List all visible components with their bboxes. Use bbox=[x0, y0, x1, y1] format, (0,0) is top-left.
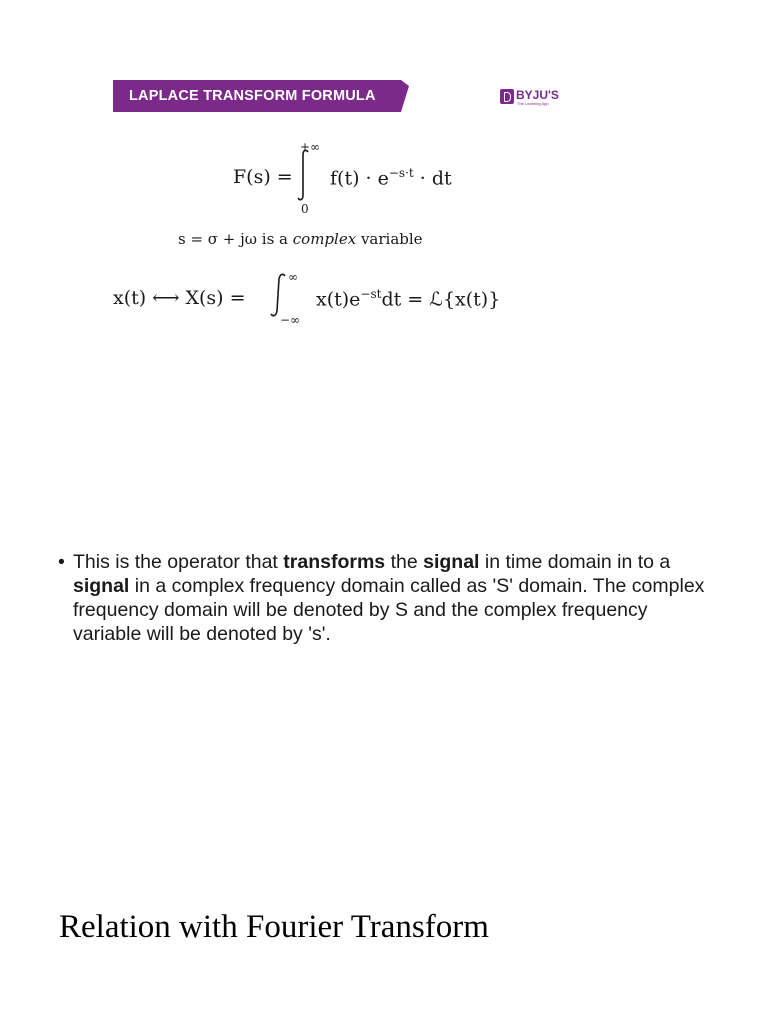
bullet-text-part: the bbox=[385, 551, 424, 573]
section-heading: Relation with Fourier Transform bbox=[59, 909, 489, 945]
formula2-suffix: variable bbox=[356, 230, 423, 248]
formula1-upper-limit: +∞ bbox=[300, 140, 321, 154]
formula2-prefix: s = σ + jω is a bbox=[178, 230, 293, 248]
banner-title: LAPLACE TRANSFORM FORMULA bbox=[129, 88, 376, 104]
formula2-emphasis: complex bbox=[292, 230, 357, 248]
formula3-lower-limit: −∞ bbox=[280, 313, 301, 327]
complex-variable-note bbox=[178, 230, 423, 248]
byjus-logo-icon bbox=[500, 89, 514, 104]
formula1-rhs-prefix: f(t) · e bbox=[330, 167, 389, 190]
formula1-lower-limit: 0 bbox=[301, 202, 309, 216]
formula-banner bbox=[113, 80, 409, 112]
bullet-text-part: This is the operator that bbox=[73, 551, 284, 573]
formula3-rhs-prefix: x(t)e bbox=[316, 288, 361, 311]
formula3-rhs bbox=[316, 287, 500, 310]
formula3-rhs-suffix: dt = ℒ{x(t)} bbox=[381, 288, 501, 311]
integral-sign-icon bbox=[295, 148, 311, 202]
bullet-icon: • bbox=[58, 551, 65, 573]
formula1-lhs: F(s) = bbox=[233, 166, 293, 188]
byjus-logo bbox=[500, 88, 570, 108]
formula1-exponent: −s·t bbox=[388, 166, 414, 180]
bullet-text bbox=[73, 550, 718, 646]
formula1-rhs-suffix: · dt bbox=[413, 167, 452, 190]
formula3-exponent: −st bbox=[360, 287, 382, 301]
bullet-bold-transforms: transforms bbox=[283, 551, 386, 573]
logo-tagline: The Learning App bbox=[517, 101, 549, 106]
bullet-bold-signal: signal bbox=[73, 575, 130, 597]
formula1-rhs bbox=[330, 166, 452, 189]
integral-sign-icon bbox=[268, 272, 288, 318]
formula3-upper-limit: ∞ bbox=[288, 270, 298, 284]
bullet-bold-signal: signal bbox=[423, 551, 480, 573]
logo-name: BYJU'S bbox=[516, 88, 559, 102]
formula3-lhs: x(t) ⟷ X(s) = bbox=[113, 287, 246, 309]
operator-description-bullet bbox=[58, 550, 718, 646]
bullet-text-part: in a complex frequency domain called as 'S' domain. The complex frequency domain will be denoted by S and the complex frequency variable will be denoted by 's'. bbox=[73, 575, 705, 645]
bullet-text-part: in time domain in to a bbox=[479, 551, 671, 573]
